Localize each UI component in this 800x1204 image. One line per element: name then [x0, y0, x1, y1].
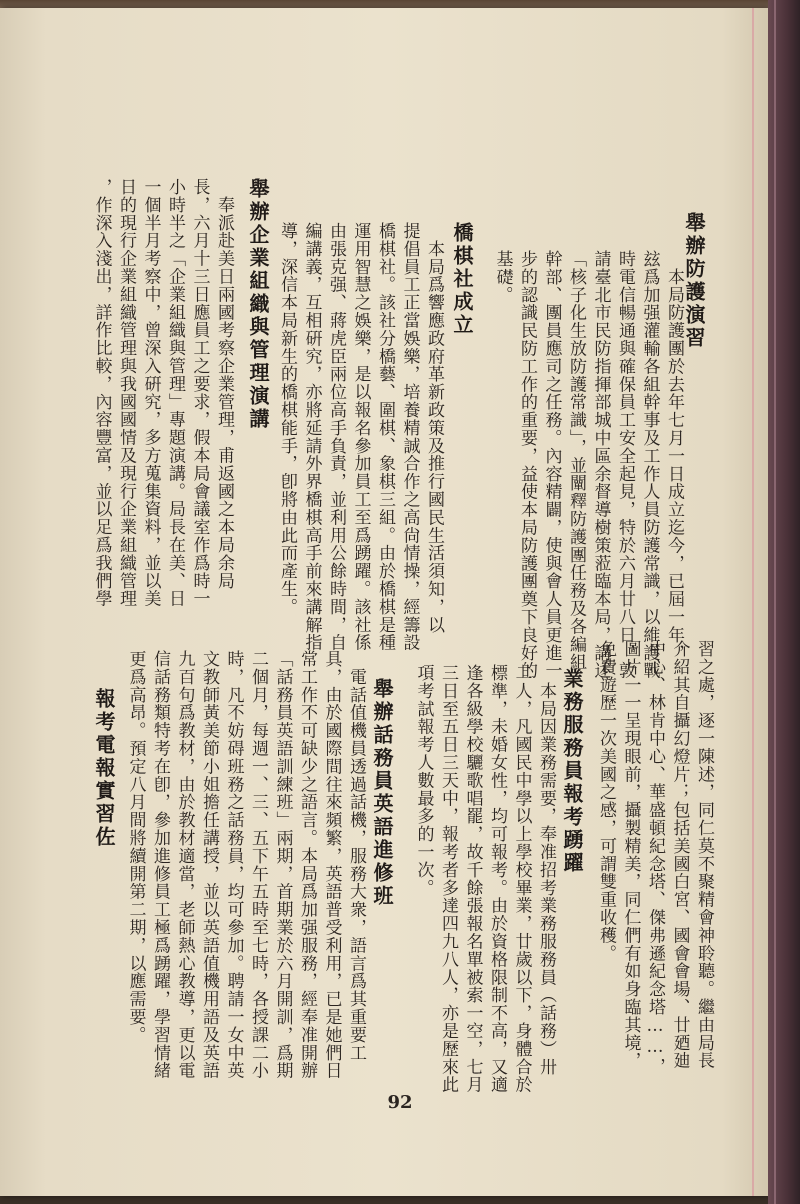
text-line: 橋棋社。該社分橋藝、圍棋、象棋三組。由於橋棋是種 — [375, 222, 395, 652]
text-line: 更爲高昂。預定八月間將續開第二期，以應需要。 — [125, 650, 146, 1044]
text-line: 三日至五日三天中，報考者多達四九八人，亦是歷來此 — [438, 664, 458, 1094]
text-line: 圖片一一呈現眼前，攝製精美，同仁們有如身臨其境， — [620, 640, 641, 1070]
text-line: 免費遊歷一次美國之感，可謂雙重收穫。 — [596, 640, 616, 963]
text-line: 九百句爲教材，由於教材適當，老師熱心教導，更以電 — [174, 650, 195, 1080]
text-line: 幹部、團員應司之任務。內容精闢，使與會人員更進一 — [541, 250, 562, 680]
section-body-recruitment — [408, 664, 558, 1094]
section-title-recruitment: 業務服務員報考踴躍 — [560, 668, 584, 875]
text-line: 中心、林肯中心、華盛頓紀念塔、傑弗遜紀念塔……， — [645, 640, 665, 1076]
text-line: 時，凡不妨碍班務之話務員，均可參加。聘請一女中英 — [223, 650, 244, 1080]
page-margin-rule — [752, 8, 754, 1196]
page-number: 92 — [387, 1092, 413, 1113]
text-line: 時電信暢通與確保員工安全起見，特於六月廿八日，敦 — [615, 250, 635, 680]
text-line: 編講義，互相硏究，亦將延請外界橋棋高手前來講解指 — [301, 222, 322, 652]
text-line: 日的現行企業組織管理與我國國情及現行企業組織管理 — [116, 178, 136, 608]
section-title-english-course: 舉辦話務員英語進修班 — [370, 678, 394, 908]
section-body-civil-defense — [488, 250, 686, 680]
text-line: 本局因業務需要，奉准招考業務服務員（話務）卅 — [536, 664, 556, 1076]
text-line: 二人，凡國民中學以上學校畢業，廿歲以下，身體合於 — [511, 664, 532, 1094]
text-line: 由張克强、蔣虎臣兩位高手負責，並利用公餘時間，自 — [326, 222, 346, 652]
text-line: 運用智慧之娛樂，是以報名參加員工至爲踴躍。該社係 — [350, 222, 371, 652]
section-body-english-course — [124, 650, 368, 1080]
text-line: 二個月，每週一、三、五下午五時至七時，各授課二小 — [248, 650, 268, 1080]
text-line: 電話值機員透過話機，服務大衆，語言爲其重要工 — [346, 650, 366, 1062]
text-line: 本局防護團於去年七月一日成立迄今，已屆一年， — [664, 250, 684, 662]
section-title-telegraph-exam: 報考電報實習佐 — [92, 688, 116, 849]
section-title-enterprise-lecture: 舉辦企業組織與管理演講 — [246, 178, 270, 431]
text-line: 逢各級學校驪歌唱罷，故千餘張報名單被索一空，七月 — [462, 664, 483, 1094]
text-line: 提倡員工正當娛樂，培養精誠合作之高尙情操，經籌設 — [399, 222, 420, 652]
text-line: 小時半之「企業組織與管理」專題演講。局長在美、日 — [165, 178, 185, 608]
text-line: 導，深信本局新生的橋棋能手，卽將由此而產生。 — [277, 222, 297, 616]
text-line: 介紹其自攝幻燈片；包括美國白宮、國會會場、廿廼廸 — [669, 640, 690, 1070]
text-line: 文教師黃美節小姐擔任講授，並以英語值機用語及英語 — [199, 650, 219, 1080]
text-line: 本局爲響應政府革新政策及推行國民生活須知，以 — [424, 222, 444, 634]
text-line: 玆爲加强灌輸各組幹事及工作人員防護常識，以維護戰 — [639, 250, 660, 680]
text-line: 項考試報考人數最多的一次。 — [413, 664, 434, 897]
section-body-chess-club — [272, 222, 446, 652]
text-line: 長，六月十三日應員工之要求，假本局會議室作爲時一 — [189, 178, 210, 608]
text-line: 標準，未婚女性，均可報考。由於資格限制不高，又適 — [487, 664, 507, 1094]
text-line: 習之處，逐一陳述，同仁莫不聚精會神聆聽。繼由局長 — [694, 640, 714, 1070]
text-line: 奉派赴美日兩國考察企業管理，甫返國之本局余局 — [214, 178, 234, 590]
text-line: 信話務類特考在卽，參加進修員工極爲踴躍，學習情緒 — [150, 650, 170, 1080]
text-line: 常工作不可缺少之語言。本局爲加强服務，經奉准開辦 — [297, 650, 317, 1080]
section-title-chess-club: 橋棋社成立 — [450, 222, 474, 337]
text-line: 請臺北市民防指揮部城中區余督導樹策蒞臨本局，講述 — [590, 250, 611, 680]
section-title-civil-defense: 舉辦防護演習 — [682, 212, 706, 350]
section-body-lecture-continued — [592, 640, 716, 1076]
text-line: 「話務員英語訓練班」兩期，首期業於六月開訓，爲期 — [272, 650, 293, 1080]
text-line: 一個半月考察中，曾深入硏究，多方蒐集資料，並以美 — [140, 178, 161, 608]
text-line: 步的認識民防工作的重要，益使本局防護團奠下良好的 — [517, 250, 537, 680]
text-line: 「核子化生放防護常識」，並闡釋防護團任務及各編組 — [566, 250, 586, 672]
text-line: 基礎。 — [492, 250, 513, 304]
book-cover-edge — [768, 0, 800, 1204]
section-body-enterprise-lecture — [86, 178, 236, 618]
text-line: 具，由於國際間往來頻繁，英語普受利用，已是她們日 — [321, 650, 342, 1080]
text-line: ，作深入淺出，詳作比較，內容豐富，並以足爲我們學 — [91, 178, 112, 608]
